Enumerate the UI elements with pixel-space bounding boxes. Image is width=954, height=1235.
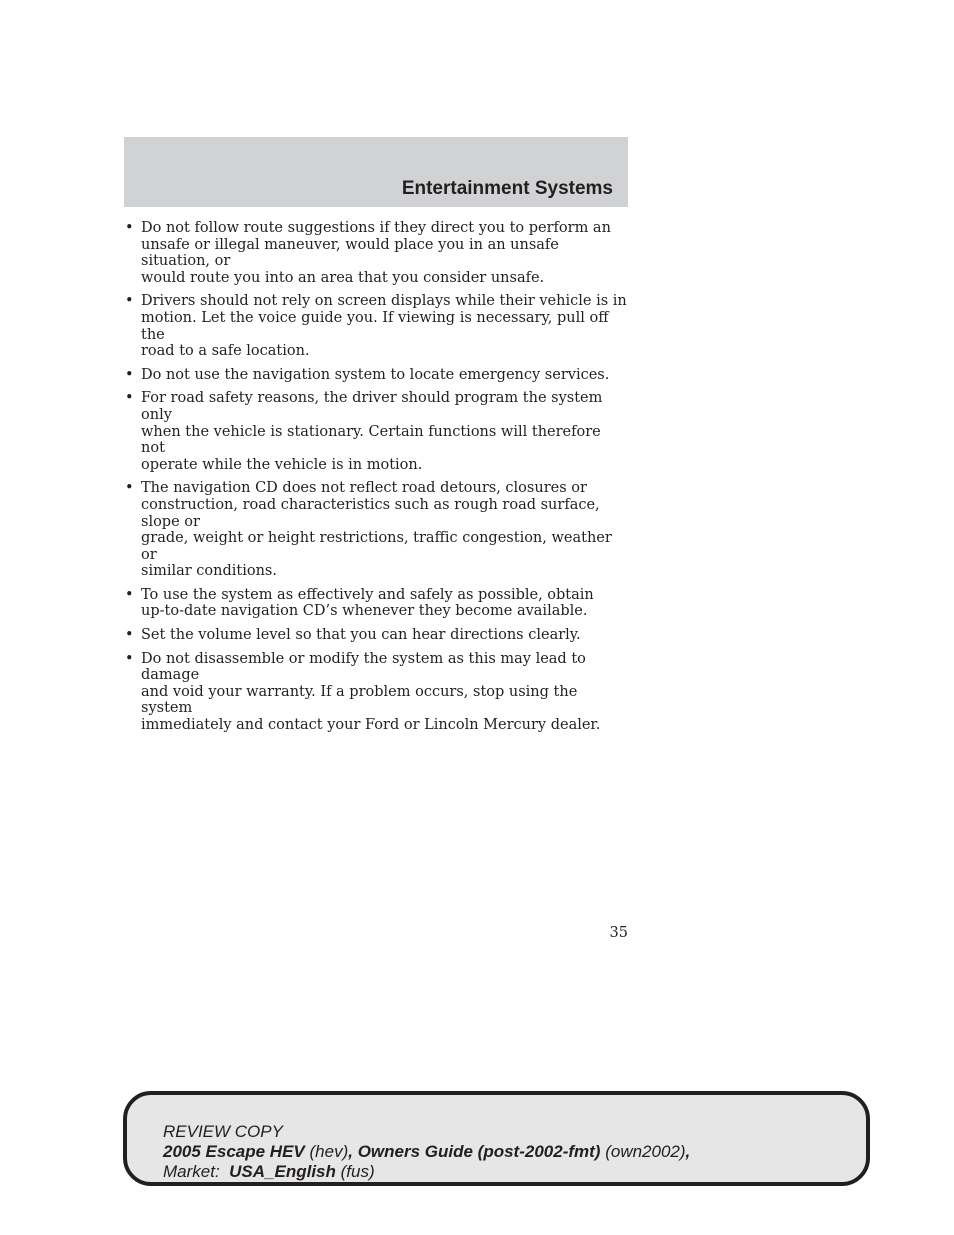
review-copy-label: REVIEW COPY bbox=[163, 1122, 283, 1141]
bullet-dot-icon: • bbox=[125, 390, 134, 407]
bullet-line: would route you into an area that you consider unsafe. bbox=[141, 269, 545, 286]
bullet-item bbox=[124, 293, 628, 359]
market-code: (fus) bbox=[340, 1162, 375, 1181]
bullet-line: motion. Let the voice guide you. If viewing is necessary, pull off the bbox=[141, 309, 609, 343]
bullet-line: immediately and contact your Ford or Lincoln Mercury dealer. bbox=[141, 717, 601, 734]
bullet-line: To use the system as effectively and safely as possible, obtain bbox=[141, 586, 594, 603]
bullet-line: The navigation CD does not reflect road detours, closures or bbox=[141, 480, 587, 497]
section-title: Entertainment Systems bbox=[401, 178, 613, 199]
bullet-line: up-to-date navigation CD’s whenever they become available. bbox=[141, 603, 588, 620]
review-copy-line-3 bbox=[163, 1162, 690, 1182]
bullet-line: construction, road characteristics such as rough road surface, slope or bbox=[141, 496, 600, 530]
bullet-line: operate while the vehicle is in motion. bbox=[141, 456, 423, 473]
bullet-item bbox=[124, 627, 628, 644]
review-copy-line-2 bbox=[163, 1142, 690, 1162]
bullet-item bbox=[124, 587, 628, 620]
guide-name: Owners Guide (post-2002-fmt) bbox=[357, 1142, 601, 1161]
guide-code: (own2002) bbox=[605, 1142, 686, 1161]
bullet-line: unsafe or illegal maneuver, would place you in an unsafe situation, or bbox=[141, 236, 559, 270]
market-label: Market: bbox=[163, 1162, 220, 1181]
bullet-line: Set the volume level so that you can hear directions clearly. bbox=[141, 627, 581, 644]
bullet-line: Do not follow route suggestions if they direct you to perform an bbox=[141, 220, 611, 236]
bullet-item bbox=[124, 651, 628, 734]
model-name: 2005 Escape HEV bbox=[163, 1142, 305, 1161]
bullet-item bbox=[124, 220, 628, 286]
bullet-line: similar conditions. bbox=[141, 563, 277, 580]
bullet-item bbox=[124, 480, 628, 580]
bullet-line: road to a safe location. bbox=[141, 343, 310, 360]
bullet-line: Do not use the navigation system to locate emergency services. bbox=[141, 366, 610, 383]
bullet-dot-icon: • bbox=[125, 366, 134, 383]
separator-2: , bbox=[685, 1142, 691, 1161]
model-code: (hev) bbox=[309, 1142, 349, 1161]
bullet-line: and void your warranty. If a problem occurs, stop using the system bbox=[141, 683, 578, 717]
review-copy-text bbox=[163, 1122, 690, 1182]
bullet-item bbox=[124, 390, 628, 473]
separator-1: , bbox=[348, 1142, 353, 1161]
review-copy-box bbox=[123, 1091, 870, 1186]
bullet-dot-icon: • bbox=[125, 627, 134, 644]
page-number: 35 bbox=[609, 925, 628, 941]
bullet-line: For road safety reasons, the driver should program the system only bbox=[141, 390, 603, 423]
bullet-line: Do not disassemble or modify the system as this may lead to damage bbox=[141, 650, 586, 684]
market-name: USA_English bbox=[229, 1162, 336, 1181]
bullet-dot-icon: • bbox=[125, 480, 134, 497]
bullet-list bbox=[124, 220, 628, 741]
bullet-item bbox=[124, 367, 628, 384]
bullet-line: Drivers should not rely on screen displays while their vehicle is in bbox=[141, 293, 627, 310]
bullet-dot-icon: • bbox=[125, 220, 134, 236]
bullet-line: grade, weight or height restrictions, traffic congestion, weather or bbox=[141, 530, 612, 563]
bullet-dot-icon: • bbox=[125, 586, 134, 603]
bullet-dot-icon: • bbox=[125, 293, 134, 310]
section-header bbox=[124, 137, 628, 207]
bullet-dot-icon: • bbox=[125, 650, 134, 667]
bullet-line: when the vehicle is stationary. Certain functions will therefore not bbox=[141, 423, 601, 457]
